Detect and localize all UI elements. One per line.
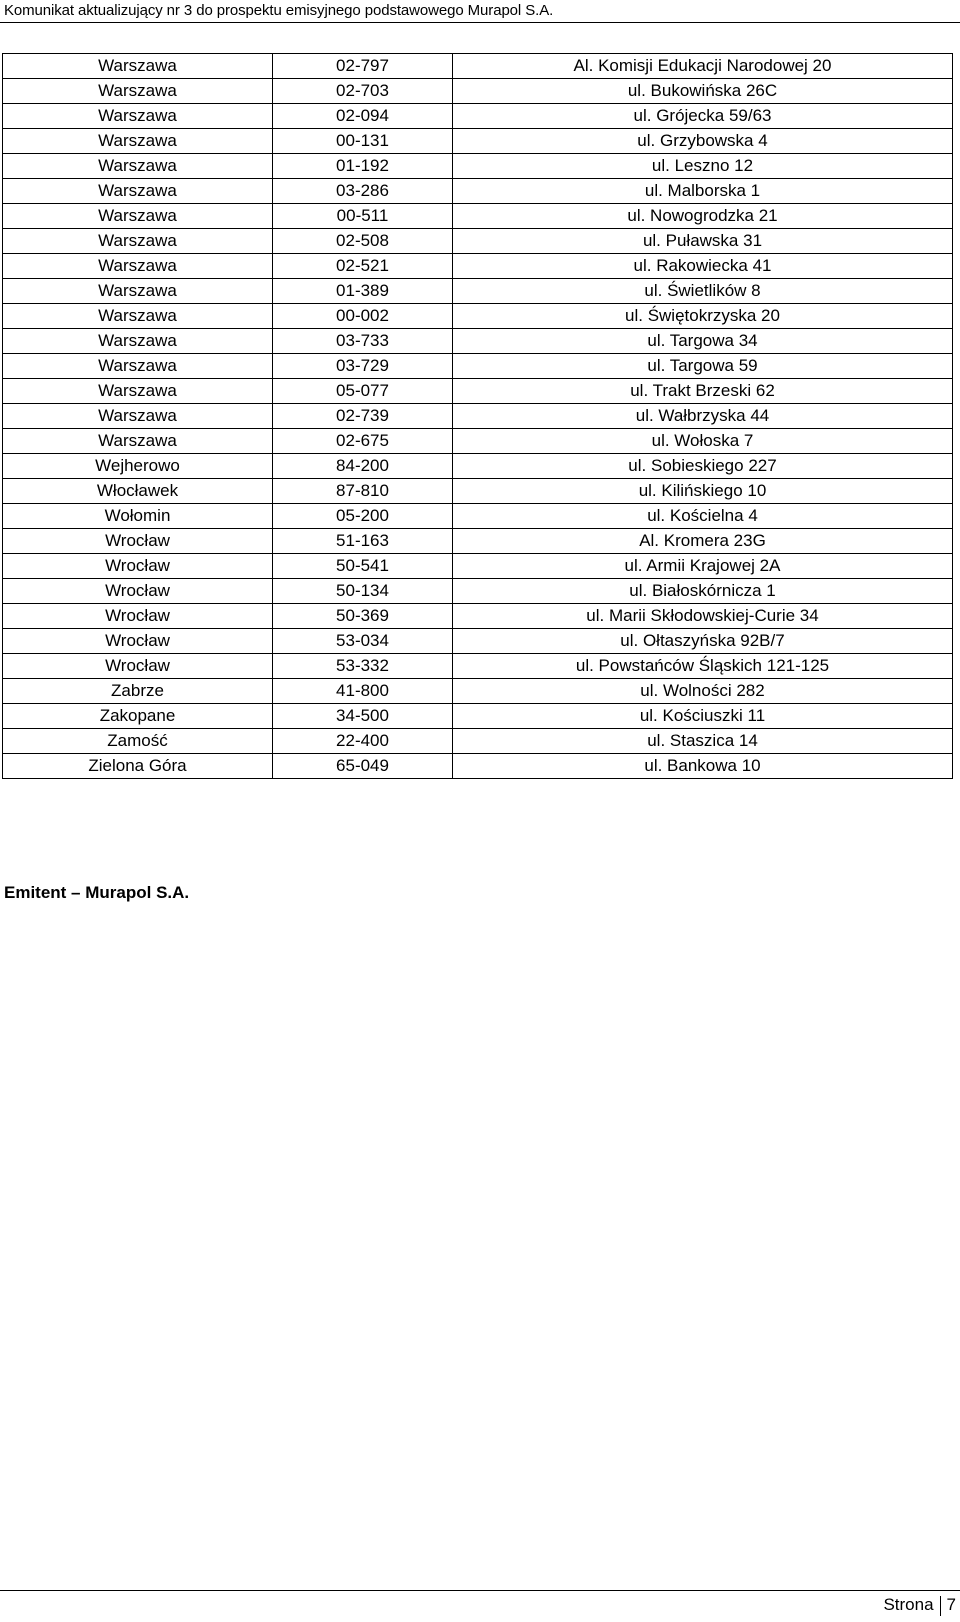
postal-code-cell: 02-675	[273, 429, 453, 454]
city-cell: Wrocław	[3, 529, 273, 554]
city-cell: Warszawa	[3, 204, 273, 229]
postal-code-cell: 00-002	[273, 304, 453, 329]
city-cell: Wrocław	[3, 604, 273, 629]
city-cell: Warszawa	[3, 354, 273, 379]
city-cell: Warszawa	[3, 429, 273, 454]
page-label: Strona	[883, 1595, 934, 1614]
table-row	[3, 454, 953, 479]
address-table	[2, 53, 953, 779]
table-row	[3, 579, 953, 604]
table-row	[3, 429, 953, 454]
street-cell: ul. Targowa 34	[453, 329, 953, 354]
table-row	[3, 229, 953, 254]
street-cell: ul. Grzybowska 4	[453, 129, 953, 154]
city-cell: Wrocław	[3, 629, 273, 654]
table-row	[3, 554, 953, 579]
postal-code-cell: 02-739	[273, 404, 453, 429]
page-separator	[940, 1596, 941, 1616]
street-cell: ul. Świętokrzyska 20	[453, 304, 953, 329]
street-cell: Al. Komisji Edukacji Narodowej 20	[453, 54, 953, 79]
city-cell: Wrocław	[3, 579, 273, 604]
table-row	[3, 204, 953, 229]
street-cell: ul. Wałbrzyska 44	[453, 404, 953, 429]
postal-code-cell: 02-508	[273, 229, 453, 254]
street-cell: ul. Kościelna 4	[453, 504, 953, 529]
city-cell: Warszawa	[3, 329, 273, 354]
table-row	[3, 79, 953, 104]
table-row	[3, 679, 953, 704]
street-cell: ul. Trakt Brzeski 62	[453, 379, 953, 404]
table-row	[3, 479, 953, 504]
table-row	[3, 129, 953, 154]
city-cell: Wołomin	[3, 504, 273, 529]
header-divider	[0, 22, 960, 23]
table-row	[3, 754, 953, 779]
city-cell: Warszawa	[3, 79, 273, 104]
city-cell: Zamość	[3, 729, 273, 754]
document-header-title: Komunikat aktualizujący nr 3 do prospektu emisyjnego podstawowego Murapol S.A.	[4, 2, 554, 19]
street-cell: ul. Sobieskiego 227	[453, 454, 953, 479]
table-row	[3, 304, 953, 329]
street-cell: ul. Ołtaszyńska 92B/7	[453, 629, 953, 654]
postal-code-cell: 65-049	[273, 754, 453, 779]
postal-code-cell: 01-389	[273, 279, 453, 304]
postal-code-cell: 05-077	[273, 379, 453, 404]
postal-code-cell: 53-332	[273, 654, 453, 679]
table-row	[3, 404, 953, 429]
table-row	[3, 629, 953, 654]
postal-code-cell: 01-192	[273, 154, 453, 179]
postal-code-cell: 50-541	[273, 554, 453, 579]
postal-code-cell: 03-729	[273, 354, 453, 379]
street-cell: ul. Staszica 14	[453, 729, 953, 754]
city-cell: Warszawa	[3, 154, 273, 179]
table-row	[3, 329, 953, 354]
postal-code-cell: 51-163	[273, 529, 453, 554]
street-cell: ul. Kilińskiego 10	[453, 479, 953, 504]
postal-code-cell: 84-200	[273, 454, 453, 479]
postal-code-cell: 50-369	[273, 604, 453, 629]
address-table-body	[3, 54, 953, 779]
page-footer	[883, 1595, 956, 1616]
postal-code-cell: 50-134	[273, 579, 453, 604]
table-row	[3, 729, 953, 754]
postal-code-cell: 02-797	[273, 54, 453, 79]
table-row	[3, 254, 953, 279]
table-row	[3, 279, 953, 304]
city-cell: Warszawa	[3, 254, 273, 279]
postal-code-cell: 00-511	[273, 204, 453, 229]
postal-code-cell: 02-521	[273, 254, 453, 279]
city-cell: Warszawa	[3, 379, 273, 404]
postal-code-cell: 03-733	[273, 329, 453, 354]
city-cell: Wejherowo	[3, 454, 273, 479]
city-cell: Warszawa	[3, 304, 273, 329]
city-cell: Warszawa	[3, 129, 273, 154]
table-row	[3, 704, 953, 729]
postal-code-cell: 34-500	[273, 704, 453, 729]
street-cell: ul. Targowa 59	[453, 354, 953, 379]
city-cell: Warszawa	[3, 179, 273, 204]
street-cell: ul. Armii Krajowej 2A	[453, 554, 953, 579]
city-cell: Warszawa	[3, 104, 273, 129]
postal-code-cell: 02-094	[273, 104, 453, 129]
table-row	[3, 504, 953, 529]
street-cell: ul. Białoskórnicza 1	[453, 579, 953, 604]
city-cell: Warszawa	[3, 229, 273, 254]
street-cell: ul. Marii Skłodowskiej-Curie 34	[453, 604, 953, 629]
street-cell: ul. Świetlików 8	[453, 279, 953, 304]
city-cell: Warszawa	[3, 54, 273, 79]
street-cell: ul. Wolności 282	[453, 679, 953, 704]
postal-code-cell: 05-200	[273, 504, 453, 529]
city-cell: Warszawa	[3, 279, 273, 304]
table-row	[3, 604, 953, 629]
street-cell: ul. Leszno 12	[453, 154, 953, 179]
postal-code-cell: 41-800	[273, 679, 453, 704]
city-cell: Zabrze	[3, 679, 273, 704]
postal-code-cell: 03-286	[273, 179, 453, 204]
table-row	[3, 379, 953, 404]
footer-divider	[0, 1590, 960, 1591]
postal-code-cell: 00-131	[273, 129, 453, 154]
postal-code-cell: 22-400	[273, 729, 453, 754]
city-cell: Włocławek	[3, 479, 273, 504]
street-cell: Al. Kromera 23G	[453, 529, 953, 554]
street-cell: ul. Wołoska 7	[453, 429, 953, 454]
street-cell: ul. Malborska 1	[453, 179, 953, 204]
city-cell: Warszawa	[3, 404, 273, 429]
street-cell: ul. Grójecka 59/63	[453, 104, 953, 129]
issuer-signature: Emitent – Murapol S.A.	[4, 883, 190, 902]
street-cell: ul. Rakowiecka 41	[453, 254, 953, 279]
page-number: 7	[946, 1595, 956, 1614]
table-row	[3, 104, 953, 129]
street-cell: ul. Bukowińska 26C	[453, 79, 953, 104]
city-cell: Wrocław	[3, 554, 273, 579]
postal-code-cell: 02-703	[273, 79, 453, 104]
table-row	[3, 154, 953, 179]
street-cell: ul. Bankowa 10	[453, 754, 953, 779]
table-row	[3, 54, 953, 79]
postal-code-cell: 53-034	[273, 629, 453, 654]
street-cell: ul. Powstańców Śląskich 121-125	[453, 654, 953, 679]
table-row	[3, 529, 953, 554]
postal-code-cell: 87-810	[273, 479, 453, 504]
city-cell: Zakopane	[3, 704, 273, 729]
street-cell: ul. Puławska 31	[453, 229, 953, 254]
city-cell: Wrocław	[3, 654, 273, 679]
table-row	[3, 179, 953, 204]
street-cell: ul. Kościuszki 11	[453, 704, 953, 729]
table-row	[3, 354, 953, 379]
city-cell: Zielona Góra	[3, 754, 273, 779]
table-row	[3, 654, 953, 679]
street-cell: ul. Nowogrodzka 21	[453, 204, 953, 229]
